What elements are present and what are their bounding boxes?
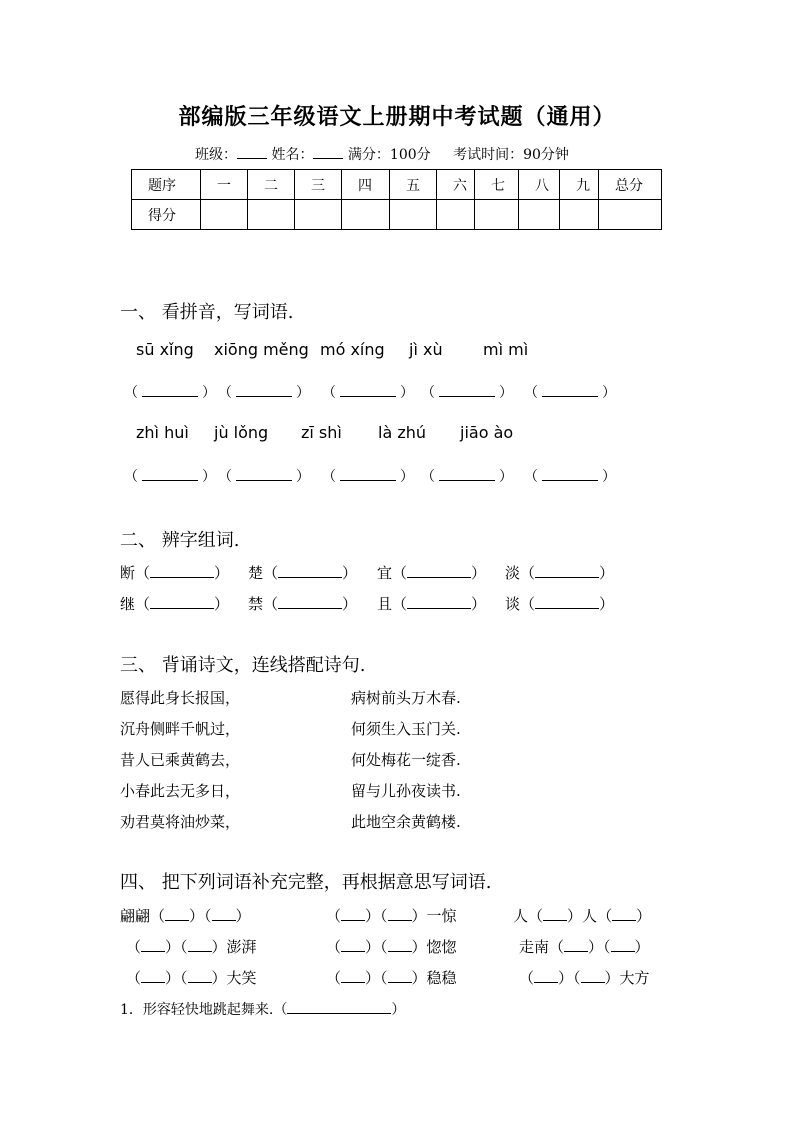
page-title: 部编版三年级语文上册期中考试题（通用）: [178, 104, 616, 130]
answer-blank[interactable]: （ ）: [322, 385, 414, 401]
char: 淡: [505, 564, 521, 582]
name-blank[interactable]: [313, 146, 343, 159]
poem-right-line[interactable]: 此地空余黄鹤楼.: [351, 813, 461, 831]
poem-right-line[interactable]: 留与儿孙夜读书.: [351, 782, 461, 800]
score-cell[interactable]: [248, 200, 295, 230]
poem-left-line[interactable]: 小春此去无多日，: [120, 782, 241, 800]
idiom-item[interactable]: （ ）（ ）大方: [519, 969, 650, 987]
idiom-item[interactable]: 人（ ）人（ ）: [513, 907, 652, 925]
char: 楚: [248, 564, 264, 582]
idiom-item[interactable]: 翩翩（ ）（ ）: [120, 907, 251, 925]
idiom-item[interactable]: （ ）（ ）一惊: [326, 907, 457, 925]
char: 且: [377, 595, 393, 613]
answer-blank[interactable]: （ ）: [322, 469, 414, 485]
pinyin-item: mì mì: [483, 340, 529, 359]
pinyin-item: zī shì: [301, 423, 342, 442]
score-header-cell: 五: [390, 170, 437, 200]
char-group-item[interactable]: 谈（ ）: [505, 595, 615, 613]
score-cell[interactable]: [295, 200, 342, 230]
char: 断: [120, 564, 136, 582]
answer-blank[interactable]: （ ）: [524, 469, 616, 485]
char-group-item[interactable]: 宜（ ）: [377, 564, 487, 582]
score-cell[interactable]: [475, 200, 519, 230]
pinyin-item: xiōng měng: [214, 340, 309, 359]
idiom-text: 大笑: [226, 969, 257, 987]
pinyin-item: zhì huì: [136, 423, 189, 442]
score-table-header-row: [132, 170, 662, 200]
name-label: 姓名：: [271, 147, 314, 163]
section-4-title: 四、 把下列词语补充完整，再根据意思写词语.: [120, 872, 492, 893]
score-table: [131, 169, 662, 230]
score-header-cell: 题序: [132, 170, 201, 200]
score-header-cell: 九: [560, 170, 599, 200]
pinyin-item: jì xù: [409, 340, 443, 359]
exam-time: 考试时间：90分钟: [453, 147, 569, 163]
score-header-cell: 二: [248, 170, 295, 200]
score-header-cell: 一: [201, 170, 248, 200]
score-cell[interactable]: [201, 200, 248, 230]
section-3-title: 三、 背诵诗文，连线搭配诗句.: [120, 655, 366, 676]
idiom-text: 澎湃: [226, 938, 257, 956]
answer-blank[interactable]: （ ）: [124, 469, 216, 485]
char-group-item[interactable]: 淡（ ）: [505, 564, 615, 582]
char: 宜: [377, 564, 393, 582]
answer-blank[interactable]: （ ）: [218, 385, 310, 401]
pinyin-item: jiāo ào: [460, 423, 514, 442]
section-1-title: 一、 看拼音，写词语.: [120, 302, 294, 323]
answer-blank[interactable]: （ ）: [124, 385, 216, 401]
idiom-text: 走南: [519, 938, 550, 956]
score-cell[interactable]: [519, 200, 560, 230]
student-info-line: [195, 144, 569, 164]
section-2-title: 二、 辨字组词.: [120, 530, 240, 551]
score-table-score-row: [132, 200, 662, 230]
char: 继: [120, 595, 136, 613]
char-group-item[interactable]: 禁（ ）: [248, 595, 358, 613]
answer-blank[interactable]: （ ）: [421, 469, 513, 485]
idiom-item[interactable]: （ ）（ ）惚惚: [326, 938, 457, 956]
poem-left-line[interactable]: 沉舟侧畔千帆过，: [120, 720, 241, 738]
question-1[interactable]: 1．形容轻快地跳起舞来.（ ）: [120, 1002, 406, 1018]
answer-blank[interactable]: （ ）: [421, 385, 513, 401]
idiom-text: 翩翩: [120, 907, 151, 925]
idiom-text: 大方: [619, 969, 650, 987]
idiom-text: 人: [513, 907, 529, 925]
pinyin-item: mó xíng: [320, 340, 385, 359]
idiom-text: 稳稳: [426, 969, 457, 987]
poem-left-line[interactable]: 愿得此身长报国，: [120, 689, 241, 707]
score-header-cell: 七: [475, 170, 519, 200]
score-cell[interactable]: [342, 200, 390, 230]
idiom-item[interactable]: （ ）（ ）稳稳: [326, 969, 457, 987]
char: 禁: [248, 595, 264, 613]
score-header-cell: 三: [295, 170, 342, 200]
idiom-text: 一惊: [426, 907, 457, 925]
score-row-label: 得分: [132, 200, 201, 230]
char: 谈: [505, 595, 521, 613]
idiom-text: 惚惚: [426, 938, 457, 956]
answer-blank[interactable]: （ ）: [218, 469, 310, 485]
idiom-item[interactable]: （ ）（ ）澎湃: [126, 938, 257, 956]
score-cell[interactable]: [560, 200, 599, 230]
poem-right-line[interactable]: 病树前头万木春.: [351, 689, 461, 707]
score-cell[interactable]: [599, 200, 662, 230]
char-group-item[interactable]: 且（ ）: [377, 595, 487, 613]
score-header-cell: 六: [437, 170, 475, 200]
full-score: 满分：100分: [347, 147, 431, 163]
score-cell[interactable]: [437, 200, 475, 230]
idiom-text: 人: [582, 907, 598, 925]
char-group-item[interactable]: 断（ ）: [120, 564, 230, 582]
class-blank[interactable]: [237, 146, 267, 159]
poem-right-line[interactable]: 何处梅花一绽香.: [351, 751, 461, 769]
poem-right-line[interactable]: 何须生入玉门关.: [351, 720, 461, 738]
pinyin-item: jù lǒng: [214, 423, 269, 442]
score-header-cell: 八: [519, 170, 560, 200]
char-group-item[interactable]: 楚（ ）: [248, 564, 358, 582]
score-header-cell: 四: [342, 170, 390, 200]
class-label: 班级：: [195, 147, 237, 163]
idiom-item[interactable]: （ ）（ ）大笑: [126, 969, 257, 987]
question-1-text: 1．形容轻快地跳起舞来.（: [120, 1002, 288, 1018]
score-header-cell: 总分: [599, 170, 662, 200]
pinyin-item: là zhú: [378, 423, 427, 442]
score-cell[interactable]: [390, 200, 437, 230]
poem-left-line[interactable]: 昔人已乘黄鹤去，: [120, 751, 241, 769]
answer-blank[interactable]: （ ）: [524, 385, 616, 401]
idiom-item[interactable]: 走南（ ）（ ）: [519, 938, 650, 956]
poem-left-line[interactable]: 劝君莫将油炒菜，: [120, 813, 241, 831]
pinyin-item: sū xǐng: [136, 340, 194, 359]
char-group-item[interactable]: 继（ ）: [120, 595, 230, 613]
